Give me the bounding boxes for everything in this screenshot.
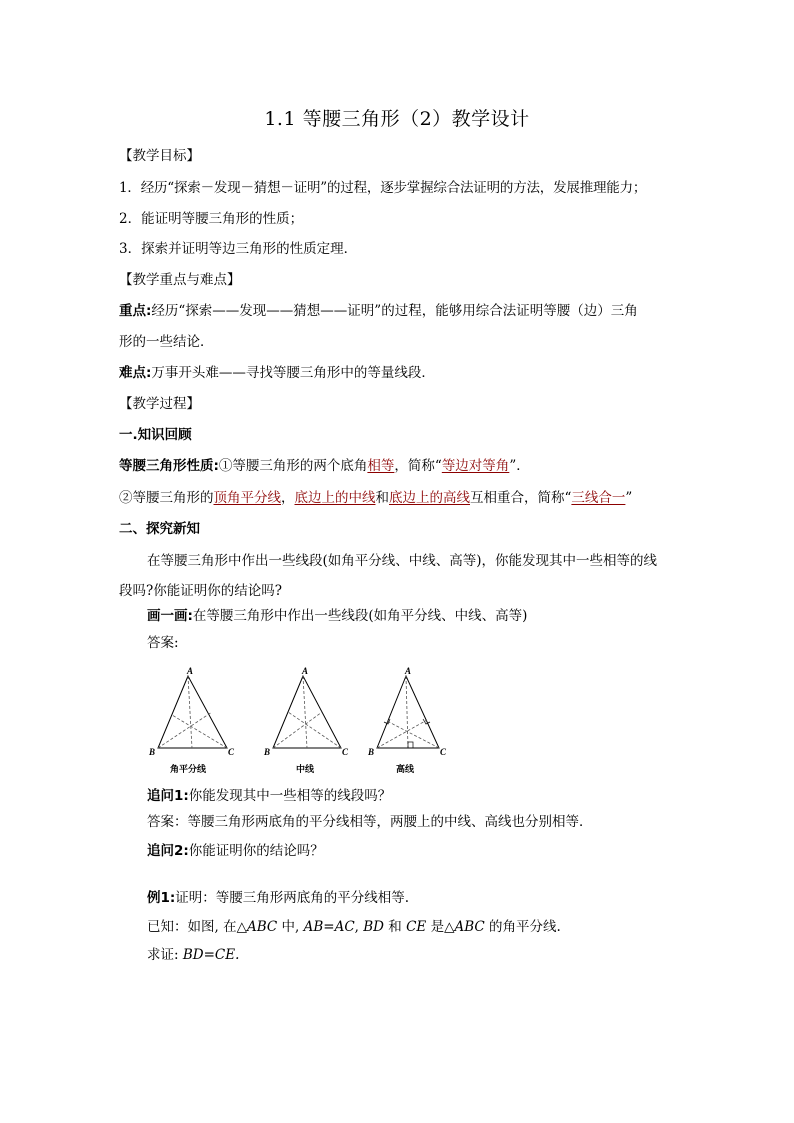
example-1: [147, 889, 409, 907]
figure-median: [263, 666, 349, 775]
label-a: A: [187, 666, 194, 676]
prove-text: 求证:: [147, 947, 183, 963]
difficulty-line: [119, 364, 435, 382]
difficulty-label: 难点:: [119, 365, 152, 381]
given-text: ,: [354, 919, 364, 935]
blank-answer: 三线合一: [571, 490, 626, 506]
example-label: 例1:: [147, 890, 176, 906]
blank-answer: 底边上的中线: [294, 490, 376, 506]
blank-answer: 顶角平分线: [213, 490, 281, 506]
prove-line: [147, 946, 239, 964]
goal-item-1: 1．经历“探索－发现－猜想－证明”的过程，逐步掌握综合法证明的方法，发展推理能力；: [119, 180, 647, 196]
followup-1: [147, 787, 391, 805]
review-text: 和: [375, 490, 389, 506]
label-a: A: [302, 666, 309, 676]
blank-answer: 相等: [367, 458, 395, 474]
given-text: 中,: [277, 919, 304, 935]
review-text: ，: [281, 490, 295, 506]
answer-1: 答案：等腰三角形两底角的平分线相等，两腰上的中线、高线也分别相等．: [147, 814, 593, 830]
focus-line-1: [119, 302, 638, 320]
goals-heading: 【教学目标】: [119, 148, 200, 164]
focus-heading: 【教学重点与难点】: [119, 272, 241, 288]
difficulty-text: 万事开头难——寻找等腰三角形中的等量线段．: [151, 365, 435, 381]
answer-label: 答案:: [147, 635, 179, 651]
goal-item-3: 3．探索并证明等边三角形的性质定理．: [119, 241, 358, 257]
draw-line: [147, 607, 527, 625]
blank-answer: 等边对等角: [441, 458, 510, 474]
followup-1-label: 追问1:: [147, 788, 189, 804]
goal-item-2: 2．能证明等腰三角形的性质；: [119, 211, 304, 227]
prove-math: BD=CE.: [182, 947, 240, 963]
review-text: ”．: [509, 458, 530, 474]
example-text: 证明：等腰三角形两底角的平分线相等.: [175, 890, 410, 906]
given-line: [147, 918, 561, 936]
focus-label: 重点:: [119, 303, 152, 319]
followup-2: [147, 842, 324, 860]
focus-line-2: 形的一些结论．: [119, 334, 214, 350]
explore-para-2: 段吗?你能证明你的结论吗?: [119, 583, 282, 599]
label-b: B: [149, 747, 156, 757]
figure-caption: 角平分线: [170, 765, 207, 775]
review-text: ①等腰三角形的两个底角: [218, 458, 368, 474]
right-angle-mark: [408, 742, 413, 748]
given-text: 和: [384, 919, 407, 935]
label-b: B: [368, 747, 375, 757]
focus-text: 经历“探索——发现——猜想——证明”的过程，能够用综合法证明等腰（边）三角: [151, 303, 638, 319]
review-line-2: [119, 489, 632, 507]
review-text: ②等腰三角形的: [119, 490, 214, 506]
explore-para-1: 在等腰三角形中作出一些线段(如角平分线、中线、高等)，你能发现其中一些相等的线: [147, 553, 658, 569]
page-title: 1.1 等腰三角形（2）教学设计: [264, 108, 530, 130]
review-text: ”: [625, 490, 633, 506]
followup-2-text: 你能证明你的结论吗？: [188, 843, 324, 859]
process-heading: 【教学过程】: [119, 396, 200, 412]
followup-2-label: 追问2:: [147, 843, 189, 859]
right-angle-mark: [384, 719, 390, 724]
review-text: ，简称“: [394, 458, 442, 474]
section2-heading: 二、探究新知: [119, 521, 200, 537]
draw-label: 画一画:: [147, 608, 193, 624]
given-text: 已知：如图, 在△: [147, 919, 247, 935]
draw-text: 在等腰三角形中作出一些线段(如角平分线、中线、高等): [192, 608, 528, 624]
given-text: 是△: [426, 919, 455, 935]
section1-heading: 一.知识回顾: [119, 427, 192, 443]
triangle-figures-svg: [140, 662, 460, 782]
review-label: 等腰三角形性质:: [119, 458, 219, 474]
given-math: BD: [363, 919, 384, 935]
label-c: C: [342, 747, 349, 757]
review-line-1: [119, 457, 530, 475]
figure-altitude: [367, 666, 447, 775]
given-math: ABC: [454, 919, 485, 935]
label-b: B: [264, 747, 271, 757]
followup-1-text: 你能发现其中一些相等的线段吗？: [188, 788, 392, 804]
figure-caption: 中线: [296, 765, 315, 775]
figure-caption: 高线: [396, 765, 415, 775]
label-c: C: [228, 747, 235, 757]
label-c: C: [440, 747, 447, 757]
given-math: CE: [406, 919, 427, 935]
triangle-figures: [140, 662, 460, 782]
given-math: ABC: [246, 919, 278, 935]
label-a: A: [405, 666, 412, 676]
review-text: 互相重合，简称“: [470, 490, 572, 506]
given-math: AB=AC: [303, 919, 355, 935]
given-text: 的角平分线.: [484, 919, 561, 935]
blank-answer: 底边上的高线: [389, 490, 470, 506]
figure-angle-bisector: [148, 666, 235, 775]
